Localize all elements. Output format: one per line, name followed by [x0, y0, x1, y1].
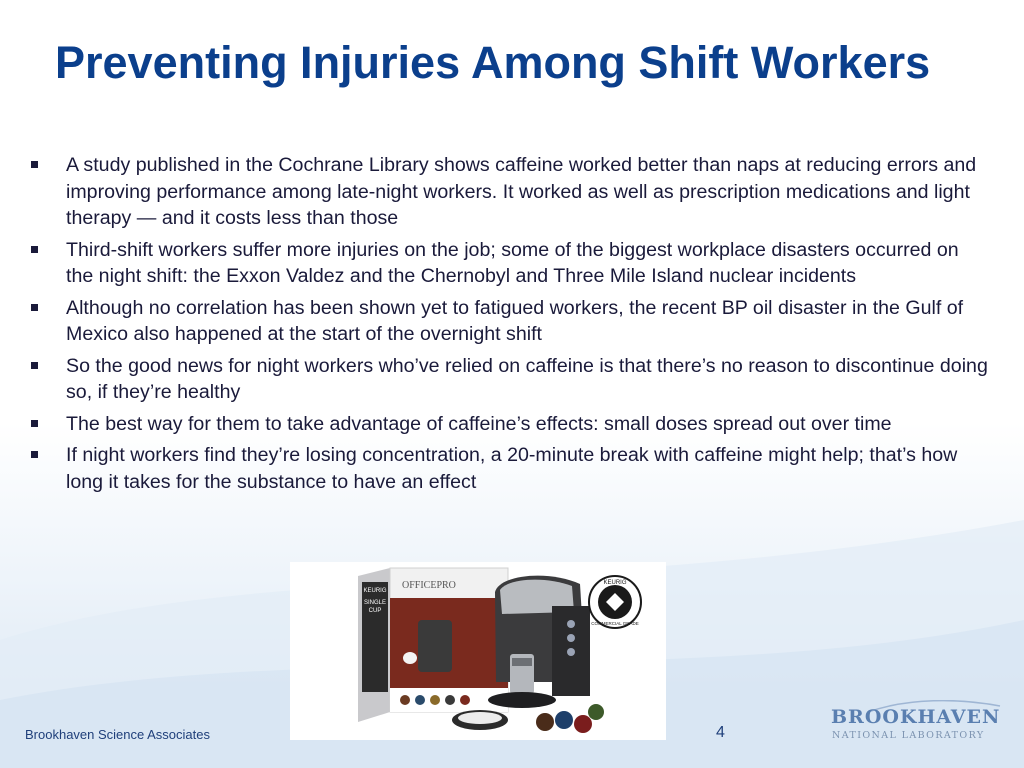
bullet-square-icon — [31, 246, 38, 253]
bullet-square-icon — [31, 420, 38, 427]
page-number: 4 — [716, 724, 725, 741]
logo-sub-text: NATIONAL LABORATORY — [832, 730, 985, 741]
box-brand-text: KEURIG — [363, 588, 387, 594]
bullet-item — [30, 295, 990, 348]
bullet-item — [30, 353, 990, 406]
brookhaven-logo — [828, 700, 1003, 745]
bullet-item — [30, 152, 990, 232]
bullet-text: The best way for them to take advantage of caffeine’s effects: small doses spread out over time — [66, 412, 892, 435]
bullet-item — [30, 411, 990, 438]
bullet-text: So the good news for night workers who’ve relied on caffeine is that there’s no reason to discontinue doing so, if they’re healthy — [66, 354, 988, 403]
bullet-list — [30, 152, 990, 500]
bullet-item — [30, 442, 990, 495]
bullet-square-icon — [31, 304, 38, 311]
box-line2-text: CUP — [368, 608, 382, 614]
coffee-maker-photo — [290, 562, 666, 740]
footer-org-name: Brookhaven Science Associates — [25, 727, 210, 742]
bullet-text: Although no correlation has been shown yet to fatigued workers, the recent BP oil disaster in the Gulf of Mexico also happened at the start of the overnight shift — [66, 296, 964, 345]
box-product-text: OFFICEPRO — [402, 580, 456, 591]
bullet-square-icon — [31, 362, 38, 369]
box-line1-text: SINGLE — [363, 600, 387, 606]
coffee-maker-image — [290, 562, 666, 740]
bullet-text: Third-shift workers suffer more injuries on the job; some of the biggest workplace disasters occurred on the night shift: the Exxon Valdez and the Chernobyl and Three Mile Island nuclear incidents — [66, 238, 959, 287]
logo-main-text: BROOKHAVEN — [831, 706, 1001, 728]
seal-sub-text: COMMERCIAL GRADE — [591, 621, 639, 626]
bullet-item — [30, 237, 990, 290]
bullet-square-icon — [31, 451, 38, 458]
bullet-text: A study published in the Cochrane Library shows caffeine worked better than naps at reducing errors and improving performance among late-night workers. It worked as well as prescription medications and light therapy — and it costs less than those — [66, 154, 977, 229]
bullet-text: If night workers find they’re losing concentration, a 20-minute break with caffeine might help; that’s how long it takes for the substance to have an effect — [66, 444, 958, 493]
bullet-square-icon — [31, 161, 38, 168]
seal-brand-text: KEURIG — [603, 580, 627, 586]
slide-title: Preventing Injuries Among Shift Workers — [55, 37, 931, 88]
